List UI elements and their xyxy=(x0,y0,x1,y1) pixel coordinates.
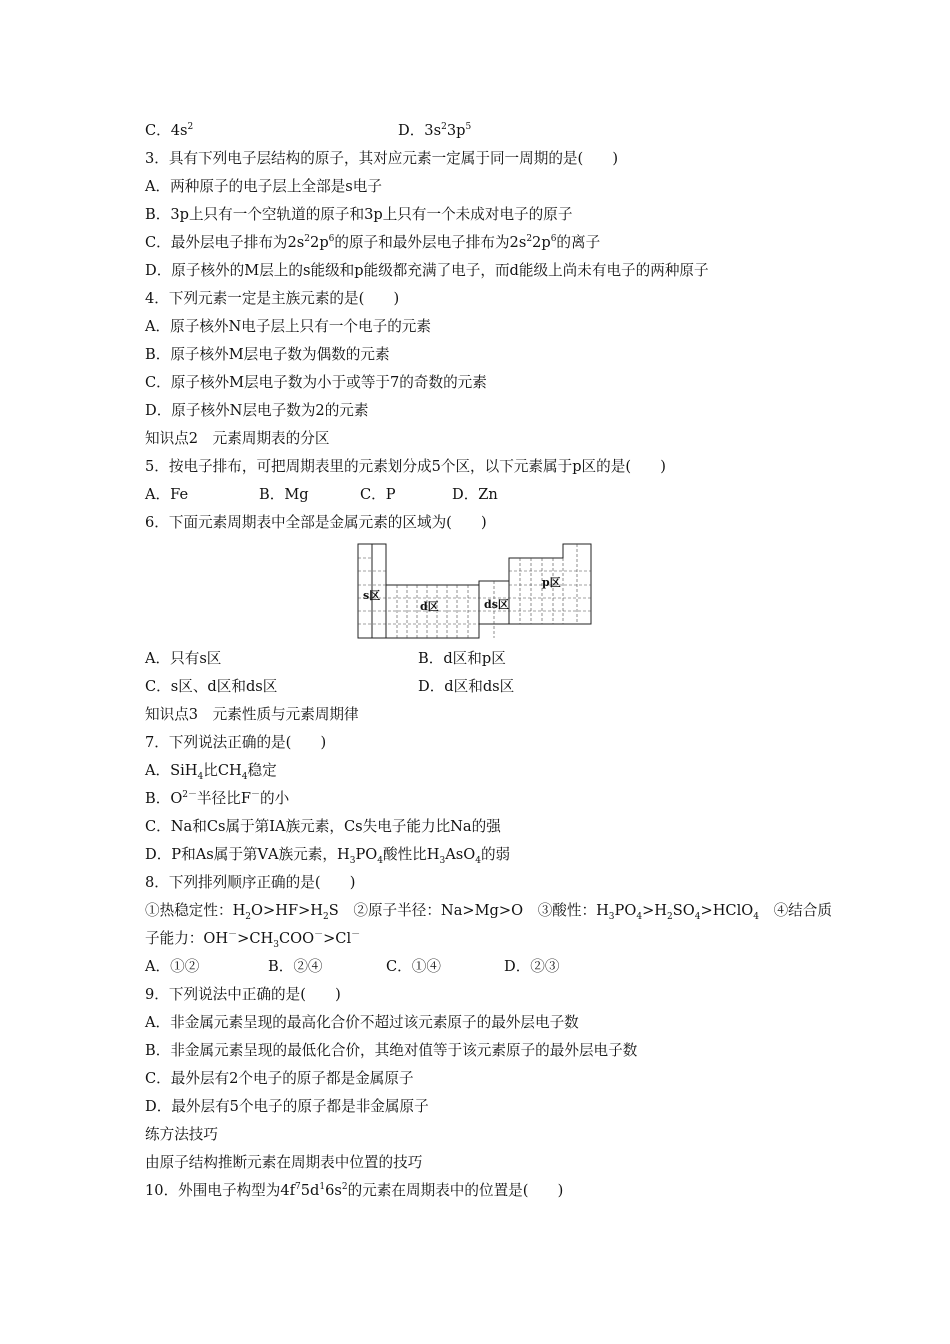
section-heading-3: 知识点3 元素性质与元素周期律 xyxy=(145,706,359,723)
q4-option-d: D．原子核外N层电子数为2的元素 xyxy=(145,402,369,419)
q6-stem: 6．下面元素周期表中全部是金属元素的区域为( ) xyxy=(145,514,487,531)
section-heading-2: 知识点2 元素周期表的分区 xyxy=(145,430,330,447)
q8-option-c: C．①④ xyxy=(386,958,441,975)
q8-option-d: D．②③ xyxy=(504,958,560,975)
p-block-label: p区 xyxy=(542,576,561,589)
periodic-table-figure xyxy=(357,543,597,641)
q9-stem: 9．下列说法中正确的是( ) xyxy=(145,986,341,1003)
q3-option-b: B．3p上只有一个空轨道的原子和3p上只有一个未成对电子的原子 xyxy=(145,206,573,223)
q9-option-a: A．非金属元素呈现的最高化合价不超过该元素原子的最外层电子数 xyxy=(145,1014,579,1031)
q5-option-a: A．Fe xyxy=(145,486,189,503)
q9-option-c: C．最外层有2个电子的原子都是金属原子 xyxy=(145,1070,414,1087)
method-subheading: 由原子结构推断元素在周期表中位置的技巧 xyxy=(145,1154,423,1171)
q4-stem: 4．下列元素一定是主族元素的是( ) xyxy=(145,290,400,307)
q6-option-c: C．s区、d区和ds区 xyxy=(145,678,278,695)
q3-option-a: A．两种原子的电子层上全部是s电子 xyxy=(145,178,382,195)
q2-option-c: C．$4s^2$ xyxy=(145,122,194,139)
q4-option-a: A．原子核外N电子层上只有一个电子的元素 xyxy=(145,318,431,335)
q7-stem: 7．下列说法正确的是( ) xyxy=(145,734,327,751)
q6-option-a: A．只有s区 xyxy=(145,650,222,667)
q5-option-d: D．Zn xyxy=(452,486,498,503)
q3-stem: 3．具有下列电子层结构的原子，其对应元素一定属于同一周期的是( ) xyxy=(145,150,619,167)
q6-option-b: B．d区和p区 xyxy=(418,650,506,667)
s-block-label: s区 xyxy=(363,589,381,602)
q8-stem: 8．下列排列顺序正确的是( ) xyxy=(145,874,356,891)
ds-block-label: ds区 xyxy=(484,598,509,611)
q10-stem: 10．外围电子构型为$4f^75d^16s^2$的元素在周期表中的位置是( ) xyxy=(145,1182,564,1199)
q8-statement-line1: ①热稳定性：$H_2O>HF>H_2S$ ②原子半径：Na>Mg>O ③酸性：$H_3PO_4>H_2SO_4>HClO_4$ ④结合质 xyxy=(145,902,832,922)
d-block-label: d区 xyxy=(420,600,439,613)
q5-option-b: B．Mg xyxy=(259,486,309,503)
q8-option-a: A．①② xyxy=(145,958,200,975)
q2-option-d: D．$3s^23p^5$ xyxy=(398,122,472,139)
method-heading: 练方法技巧 xyxy=(145,1126,218,1143)
q7-option-a: A．SiH$_4$比$CH_4$稳定 xyxy=(145,762,277,782)
q6-option-d: D．d区和ds区 xyxy=(418,678,515,695)
q9-option-b: B．非金属元素呈现的最低化合价，其绝对值等于该元素原子的最外层电子数 xyxy=(145,1042,638,1059)
q9-option-d: D．最外层有5个电子的原子都是非金属原子 xyxy=(145,1098,429,1115)
q5-stem: 5．按电子排布，可把周期表里的元素划分成5个区，以下元素属于p区的是( ) xyxy=(145,458,666,475)
q5-option-c: C．P xyxy=(360,486,396,503)
q4-option-b: B．原子核外M层电子数为偶数的元素 xyxy=(145,346,390,363)
q8-statement-line2: 子能力：$OH^->CH_3COO^->Cl^-$ xyxy=(145,930,361,950)
q3-option-c: C．最外层电子排布为$2s^22p^6$的原子和最外层电子排布为$2s^22p^6$的离子 xyxy=(145,234,601,251)
q7-option-b: B．$O^{2-}$半径比F－的小 xyxy=(145,790,290,807)
q4-option-c: C．原子核外M层电子数为小于或等于7的奇数的元素 xyxy=(145,374,487,391)
q7-option-c: C．Na和Cs属于第ⅠA族元素，Cs失电子能力比Na的强 xyxy=(145,818,501,835)
q7-option-d: D．P和As属于第ⅤA族元素，$H_3PO_4$酸性比$H_3AsO_4$的弱 xyxy=(145,846,511,866)
q3-option-d: D．原子核外的M层上的s能级和p能级都充满了电子，而d能级上尚未有电子的两种原子 xyxy=(145,262,709,279)
q8-option-b: B．②④ xyxy=(268,958,323,975)
